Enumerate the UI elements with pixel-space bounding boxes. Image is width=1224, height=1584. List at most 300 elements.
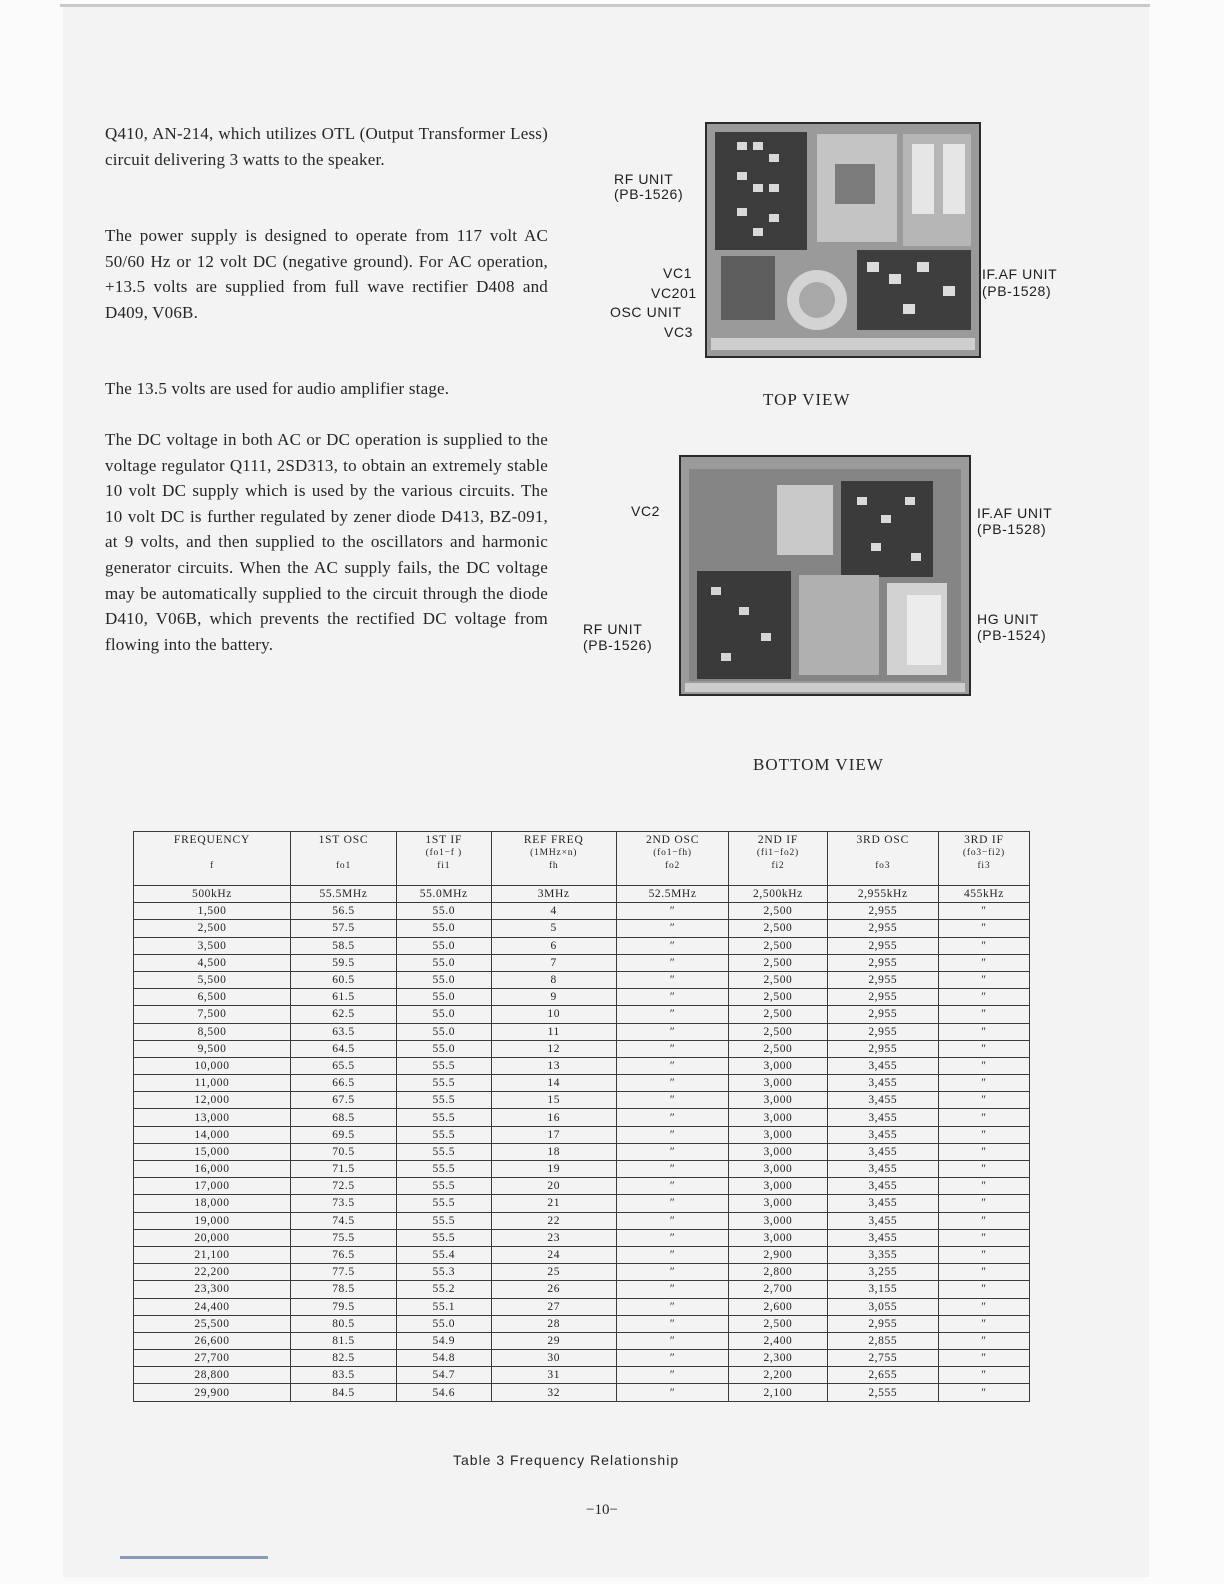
table-cell: 25,500 [134, 1315, 291, 1332]
table-body [134, 886, 1030, 1402]
column-symbol: fo2 [665, 861, 681, 871]
table-cell: 11,000 [134, 1075, 291, 1092]
table-cell: ″ [616, 1092, 729, 1109]
table-cell: 2,400 [729, 1332, 827, 1349]
table-cell: 12 [491, 1040, 616, 1057]
table-cell: 10 [491, 1006, 616, 1023]
bottom-label-ifaf-unit: IF.AF UNIT [977, 505, 1053, 521]
table-cell: 67.5 [291, 1092, 397, 1109]
table-cell: 2,500 [729, 1040, 827, 1057]
table-cell: ″ [616, 1384, 729, 1401]
table-cell: 3,355 [827, 1246, 938, 1263]
table-row [134, 1178, 1030, 1195]
table-cell: 82.5 [291, 1350, 397, 1367]
table-cell: 3,000 [729, 1229, 827, 1246]
table-cell: 29 [491, 1332, 616, 1349]
table-cell: 455kHz [938, 886, 1029, 903]
table-row [134, 1092, 1030, 1109]
page-number: −10− [586, 1502, 618, 1518]
table-cell: 55.5 [396, 1143, 491, 1160]
table-cell: 57.5 [291, 920, 397, 937]
table-cell: 21,100 [134, 1246, 291, 1263]
table-cell: 19 [491, 1161, 616, 1178]
table-row [134, 903, 1030, 920]
column-header [134, 832, 291, 886]
table-cell: 3,000 [729, 1092, 827, 1109]
column-header [616, 832, 729, 886]
table-cell: 500kHz [134, 886, 291, 903]
table-cell: 2,500 [729, 1006, 827, 1023]
table-cell: ″ [938, 1298, 1029, 1315]
table-cell: ″ [938, 1281, 1029, 1298]
table-cell: 7,500 [134, 1006, 291, 1023]
table-cell: 2,100 [729, 1384, 827, 1401]
column-title: FREQUENCY [173, 834, 251, 846]
table-cell: 72.5 [291, 1178, 397, 1195]
table-cell: 2,300 [729, 1350, 827, 1367]
table-cell: 27 [491, 1298, 616, 1315]
table-cell: ″ [938, 1057, 1029, 1074]
table-cell: 55.0 [396, 937, 491, 954]
table-cell: ″ [938, 954, 1029, 971]
table-cell: ″ [616, 1075, 729, 1092]
top-label-vc3: VC3 [664, 324, 694, 340]
table-cell: 16,000 [134, 1161, 291, 1178]
table-cell: ″ [938, 1367, 1029, 1384]
table-row [134, 989, 1030, 1006]
table-cell: ″ [616, 1281, 729, 1298]
table-cell: 28,800 [134, 1367, 291, 1384]
table-cell: 2,955 [827, 920, 938, 937]
table-cell: ″ [938, 1229, 1029, 1246]
column-symbol: fi3 [977, 861, 991, 871]
top-view-photo [705, 122, 981, 358]
table-cell: 3,000 [729, 1161, 827, 1178]
table-cell: 3,455 [827, 1178, 938, 1195]
table-cell: 13,000 [134, 1109, 291, 1126]
table-cell: 3,455 [827, 1229, 938, 1246]
table-row [134, 1246, 1030, 1263]
table-cell: ″ [938, 920, 1029, 937]
table-cell: 29,900 [134, 1384, 291, 1401]
table-cell: ″ [616, 1332, 729, 1349]
table-row [134, 1281, 1030, 1298]
table-cell: ″ [938, 1246, 1029, 1263]
table-cell: 17 [491, 1126, 616, 1143]
table-cell: ″ [938, 1075, 1029, 1092]
table-cell: ″ [938, 1195, 1029, 1212]
table-cell: ″ [616, 937, 729, 954]
table-cell: ″ [616, 1161, 729, 1178]
table-cell: 55.0 [396, 971, 491, 988]
table-cell: 55.3 [396, 1264, 491, 1281]
top-label-osc-unit: OSC UNIT [610, 304, 682, 320]
scan-bottom-mark [120, 1556, 268, 1559]
table-cell: 55.0 [396, 989, 491, 1006]
table-cell: 16 [491, 1109, 616, 1126]
table-cell: 2,500 [729, 971, 827, 988]
table-cell: 83.5 [291, 1367, 397, 1384]
table-cell: ″ [938, 937, 1029, 954]
table-cell: 55.0 [396, 1040, 491, 1057]
table-cell: 30 [491, 1350, 616, 1367]
table-cell: ″ [616, 1040, 729, 1057]
table-row [134, 1384, 1030, 1401]
table-cell: 71.5 [291, 1161, 397, 1178]
table-cell: 54.8 [396, 1350, 491, 1367]
table-cell: 64.5 [291, 1040, 397, 1057]
table-cell: 3,500 [134, 937, 291, 954]
table-row [134, 1161, 1030, 1178]
table-cell: ″ [938, 1384, 1029, 1401]
table-cell: 18 [491, 1143, 616, 1160]
table-cell: ″ [938, 903, 1029, 920]
table-cell: 54.6 [396, 1384, 491, 1401]
bottom-view-photo [679, 455, 971, 696]
table-cell: 14 [491, 1075, 616, 1092]
table-cell: 55.0 [396, 920, 491, 937]
table-cell: 55.5 [396, 1229, 491, 1246]
table-cell: 2,955 [827, 1023, 938, 1040]
bottom-label-rf-unit-pb: (PB-1526) [583, 637, 653, 653]
table-cell: ″ [938, 1023, 1029, 1040]
paragraph-output-stage: Q410, AN-214, which utilizes OTL (Output Transformer Less) circuit delivering 3 watts to the speaker. [105, 124, 548, 169]
table-cell: 70.5 [291, 1143, 397, 1160]
table-cell: 55.5 [396, 1092, 491, 1109]
table-cell: 55.5 [396, 1109, 491, 1126]
table-cell: 2,855 [827, 1332, 938, 1349]
table-cell: ″ [616, 1126, 729, 1143]
table-cell: 28 [491, 1315, 616, 1332]
table-cell: 27,700 [134, 1350, 291, 1367]
column-title: 3RD IF [964, 834, 1004, 846]
table-row [134, 1229, 1030, 1246]
table-cell: 13 [491, 1057, 616, 1074]
column-header [729, 832, 827, 886]
table-cell: 20,000 [134, 1229, 291, 1246]
table-cell: 55.5 [396, 1195, 491, 1212]
top-label-ifaf-unit: IF.AF UNIT [982, 266, 1058, 282]
table-cell: 55.0 [396, 903, 491, 920]
table-cell: ″ [616, 989, 729, 1006]
table-row [134, 1264, 1030, 1281]
table-cell: ″ [616, 1195, 729, 1212]
table-row [134, 1040, 1030, 1057]
table-cell: ″ [616, 1006, 729, 1023]
table-cell: ″ [616, 971, 729, 988]
table-cell: 18,000 [134, 1195, 291, 1212]
table-cell: 3,455 [827, 1195, 938, 1212]
table-cell: 55.2 [396, 1281, 491, 1298]
table-cell: 2,800 [729, 1264, 827, 1281]
table-cell: 65.5 [291, 1057, 397, 1074]
table-cell: ″ [938, 1161, 1029, 1178]
table-cell: ″ [938, 989, 1029, 1006]
top-label-vc1: VC1 [663, 265, 693, 281]
table-cell: ″ [938, 971, 1029, 988]
table-cell: ″ [616, 1229, 729, 1246]
column-symbol: fi1 [437, 861, 451, 871]
table-cell: 2,500 [729, 954, 827, 971]
table-cell: 31 [491, 1367, 616, 1384]
table-cell: 3,455 [827, 1092, 938, 1109]
table-caption: Table 3 Frequency Relationship [453, 1452, 680, 1468]
table-cell: 81.5 [291, 1332, 397, 1349]
table-cell: 3,455 [827, 1109, 938, 1126]
table-cell: 2,500 [729, 1315, 827, 1332]
table-cell: 3,055 [827, 1298, 938, 1315]
table-cell: 54.9 [396, 1332, 491, 1349]
table-cell: 24,400 [134, 1298, 291, 1315]
table-cell: 8 [491, 971, 616, 988]
table-cell: 3,000 [729, 1178, 827, 1195]
table-row [134, 1315, 1030, 1332]
table-cell: ″ [938, 1092, 1029, 1109]
column-header [291, 832, 397, 886]
table-cell: 55.0 [396, 954, 491, 971]
table-cell: 9 [491, 989, 616, 1006]
table-cell: 78.5 [291, 1281, 397, 1298]
table-row [134, 1023, 1030, 1040]
column-formula [830, 847, 936, 860]
table-cell: 55.5 [396, 1075, 491, 1092]
column-title: 2ND OSC [645, 834, 700, 846]
table-cell: 5,500 [134, 971, 291, 988]
table-cell: 3,000 [729, 1057, 827, 1074]
table-cell: 59.5 [291, 954, 397, 971]
table-cell: 3,455 [827, 1126, 938, 1143]
table-row [134, 1057, 1030, 1074]
table-cell: 26 [491, 1281, 616, 1298]
table-cell: 74.5 [291, 1212, 397, 1229]
table-cell: ″ [616, 1367, 729, 1384]
table-cell: 8,500 [134, 1023, 291, 1040]
table-cell: 55.1 [396, 1298, 491, 1315]
table-cell: 10,000 [134, 1057, 291, 1074]
table-cell: 19,000 [134, 1212, 291, 1229]
column-title: 3RD OSC [856, 834, 910, 846]
table-cell: ″ [616, 1298, 729, 1315]
table-cell: 12,000 [134, 1092, 291, 1109]
table-cell: 55.0MHz [396, 886, 491, 903]
table-cell: 2,955 [827, 1006, 938, 1023]
table-cell: 3,455 [827, 1143, 938, 1160]
table-cell: 3,455 [827, 1057, 938, 1074]
table-cell: 79.5 [291, 1298, 397, 1315]
table-cell: 15 [491, 1092, 616, 1109]
column-formula [136, 847, 288, 860]
table-cell: 3,455 [827, 1075, 938, 1092]
top-label-rf-unit: RF UNIT [614, 171, 674, 187]
table-cell: 4,500 [134, 954, 291, 971]
table-cell: 75.5 [291, 1229, 397, 1246]
column-title: REF FREQ [523, 834, 584, 846]
table-cell: 24 [491, 1246, 616, 1263]
bottom-view-chassis-drawing [681, 457, 969, 694]
table-row [134, 954, 1030, 971]
table-cell: 2,555 [827, 1384, 938, 1401]
table-row [134, 920, 1030, 937]
paragraph-audio-voltage: The 13.5 volts are used for audio amplifier stage. [105, 379, 450, 398]
column-symbol: fh [548, 861, 559, 871]
column-header [938, 832, 1029, 886]
table-cell: 14,000 [134, 1126, 291, 1143]
table-cell: 61.5 [291, 989, 397, 1006]
paragraph-regulator: The DC voltage in both AC or DC operation is supplied to the voltage regulator Q111, 2SD313, to obtain an extremely stable 10 volt DC supply which is used by the various circuits. The 10 volt DC is further regulated by zener diode D413, BZ-091, at 9 volts, and then supplied to the oscillators and harmonic generator circuits. When the AC supply fails, the DC voltage may be automatically supplied to the circuit through the diode D410, V06B, which prevents the rectified DC voltage from flowing into the battery. [105, 430, 548, 654]
table-cell: ″ [616, 954, 729, 971]
table-cell: 3,000 [729, 1212, 827, 1229]
table-cell: 2,955 [827, 954, 938, 971]
table-cell: 5 [491, 920, 616, 937]
table-row [134, 1143, 1030, 1160]
table-cell: 3,000 [729, 1195, 827, 1212]
table-cell: 2,955 [827, 989, 938, 1006]
table-cell: ″ [616, 1212, 729, 1229]
table-cell: ″ [938, 1143, 1029, 1160]
table-cell: 3,455 [827, 1212, 938, 1229]
table-cell: ″ [938, 1109, 1029, 1126]
bottom-view-caption: BOTTOM VIEW [753, 755, 884, 774]
table-cell: 26,600 [134, 1332, 291, 1349]
table-cell: ″ [938, 1212, 1029, 1229]
table-cell: 3,000 [729, 1126, 827, 1143]
column-title: 2ND IF [757, 834, 799, 846]
table-cell: 22 [491, 1212, 616, 1229]
bottom-label-hg-unit: HG UNIT [977, 611, 1039, 627]
table-cell: 76.5 [291, 1246, 397, 1263]
table-cell: 32 [491, 1384, 616, 1401]
table-cell: 2,955 [827, 937, 938, 954]
table-cell: 6 [491, 937, 616, 954]
table-cell: 2,900 [729, 1246, 827, 1263]
table-cell: 6,500 [134, 989, 291, 1006]
table-cell: 63.5 [291, 1023, 397, 1040]
table-cell: ″ [938, 1315, 1029, 1332]
table-cell: ″ [938, 1040, 1029, 1057]
table-cell: 2,500 [729, 1023, 827, 1040]
table-row [134, 1332, 1030, 1349]
column-formula: (fo1−f ) [425, 848, 462, 858]
table-header-row [134, 832, 1030, 886]
table-cell: 2,700 [729, 1281, 827, 1298]
table-cell: ″ [616, 1143, 729, 1160]
top-view-caption: TOP VIEW [763, 390, 851, 409]
column-formula: (fo3−fi2) [962, 848, 1005, 858]
table-row [134, 1109, 1030, 1126]
table-cell: ″ [616, 920, 729, 937]
top-view-chassis-drawing [707, 124, 979, 356]
table-cell: 58.5 [291, 937, 397, 954]
table-row [134, 1367, 1030, 1384]
table-cell: 2,955 [827, 903, 938, 920]
table-cell: 2,955 [827, 1315, 938, 1332]
table-cell: 2,500 [134, 920, 291, 937]
table-cell: 2,200 [729, 1367, 827, 1384]
table-row [134, 1075, 1030, 1092]
table-cell: ″ [616, 1023, 729, 1040]
top-label-rf-unit-pb: (PB-1526) [614, 186, 684, 202]
table-row [134, 1195, 1030, 1212]
table-cell: 2,500 [729, 989, 827, 1006]
table-cell: ″ [616, 903, 729, 920]
table-row [134, 1350, 1030, 1367]
table-cell: 1,500 [134, 903, 291, 920]
table-cell: ″ [938, 1178, 1029, 1195]
table-cell: ″ [938, 1264, 1029, 1281]
table-cell: 55.0 [396, 1006, 491, 1023]
table-cell: ″ [616, 1109, 729, 1126]
table-cell: 7 [491, 954, 616, 971]
table-cell: ″ [616, 1178, 729, 1195]
bottom-label-hg-unit-pb: (PB-1524) [977, 627, 1047, 643]
column-symbol: fo1 [335, 861, 352, 871]
table-row [134, 1212, 1030, 1229]
table-cell: 54.7 [396, 1367, 491, 1384]
table-cell: 23,300 [134, 1281, 291, 1298]
table-cell: 3MHz [491, 886, 616, 903]
table-cell: 2,655 [827, 1367, 938, 1384]
table-cell: ″ [938, 1126, 1029, 1143]
table-cell: 3,000 [729, 1109, 827, 1126]
table-cell: 55.5 [396, 1057, 491, 1074]
table-row [134, 1298, 1030, 1315]
column-title: 1ST OSC [318, 834, 369, 846]
table-cell: 15,000 [134, 1143, 291, 1160]
table-cell: 3,255 [827, 1264, 938, 1281]
table-cell: 3,000 [729, 1075, 827, 1092]
table-cell: 55.5 [396, 1126, 491, 1143]
table-cell: 20 [491, 1178, 616, 1195]
table-cell: ″ [616, 1246, 729, 1263]
table-cell: 52.5MHz [616, 886, 729, 903]
table-cell: ″ [616, 1315, 729, 1332]
table-cell: 2,500 [729, 937, 827, 954]
column-formula: (1MHz×n) [530, 848, 578, 858]
table-cell: 25 [491, 1264, 616, 1281]
column-symbol: fi2 [771, 861, 785, 871]
column-formula [293, 847, 394, 860]
table-cell: 55.5 [396, 1161, 491, 1178]
table-cell: ″ [938, 1332, 1029, 1349]
column-symbol: f [210, 861, 214, 871]
table-cell: ″ [616, 1350, 729, 1367]
paragraph-power-supply: The power supply is designed to operate from 117 volt AC 50/60 Hz or 12 volt DC (negative ground). For AC operation, +13.5 volts are supplied from full wave rectifier D408 and D409, V06B. [105, 226, 548, 322]
table-cell: 3,000 [729, 1143, 827, 1160]
table-cell: ″ [938, 1350, 1029, 1367]
table-cell: 55.5MHz [291, 886, 397, 903]
table-cell: 69.5 [291, 1126, 397, 1143]
table-cell: 77.5 [291, 1264, 397, 1281]
table-cell: 4 [491, 903, 616, 920]
table-cell: ″ [616, 1264, 729, 1281]
table-cell: 2,955 [827, 1040, 938, 1057]
table-cell: 62.5 [291, 1006, 397, 1023]
table-cell: 73.5 [291, 1195, 397, 1212]
table-cell: 2,500 [729, 903, 827, 920]
table-cell: 3,155 [827, 1281, 938, 1298]
table-row [134, 886, 1030, 903]
table-row [134, 1006, 1030, 1023]
table-cell: 66.5 [291, 1075, 397, 1092]
bottom-label-ifaf-unit-pb: (PB-1528) [977, 521, 1047, 537]
table-cell: 55.4 [396, 1246, 491, 1263]
column-formula: (fi1−fo2) [756, 848, 800, 858]
column-header [827, 832, 938, 886]
bottom-label-rf-unit: RF UNIT [583, 621, 643, 637]
top-label-vc201: VC201 [651, 285, 697, 301]
table-cell: 17,000 [134, 1178, 291, 1195]
table-cell: ″ [616, 1057, 729, 1074]
